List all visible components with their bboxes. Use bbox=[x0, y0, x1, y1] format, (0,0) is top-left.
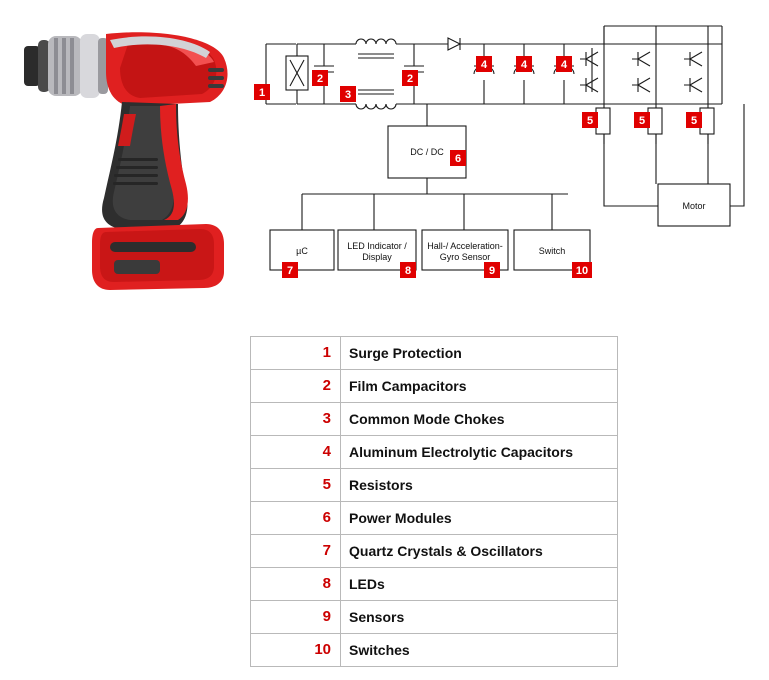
badge-4b-text: 4 bbox=[520, 59, 528, 71]
block-label-sensor-line2: Gyro Sensor bbox=[439, 252, 491, 262]
legend-label: Switches bbox=[341, 634, 618, 667]
legend-number: 2 bbox=[251, 370, 341, 403]
legend-number: 4 bbox=[251, 436, 341, 469]
drill-chuck bbox=[24, 34, 108, 98]
table-row bbox=[251, 469, 618, 502]
legend-label: Quartz Crystals & Oscillators bbox=[341, 535, 618, 568]
badge-7 bbox=[282, 262, 298, 278]
badge-8 bbox=[400, 262, 416, 278]
badge-5a bbox=[582, 112, 598, 128]
badge-5a-text: 5 bbox=[586, 115, 594, 127]
badge-9 bbox=[484, 262, 500, 278]
badge-4c-text: 4 bbox=[560, 59, 568, 71]
badge-2a bbox=[312, 70, 328, 86]
table-row bbox=[251, 436, 618, 469]
legend-number: 8 bbox=[251, 568, 341, 601]
table-row bbox=[251, 502, 618, 535]
badge-6-text: 6 bbox=[454, 153, 462, 165]
badge-3 bbox=[340, 86, 356, 102]
badge-2b bbox=[402, 70, 418, 86]
badge-1-text: 1 bbox=[258, 87, 266, 99]
block-label-switch: Switch bbox=[538, 246, 566, 256]
legend-table bbox=[250, 336, 618, 667]
legend-number: 1 bbox=[251, 337, 341, 370]
badge-2a-text: 2 bbox=[316, 73, 324, 85]
legend-label: Power Modules bbox=[341, 502, 618, 535]
legend-number: 5 bbox=[251, 469, 341, 502]
table-row bbox=[251, 601, 618, 634]
table-row bbox=[251, 634, 618, 667]
legend-label: Film Campacitors bbox=[341, 370, 618, 403]
badge-4c bbox=[556, 56, 572, 72]
badge-5b-text: 5 bbox=[638, 115, 646, 127]
badge-1 bbox=[254, 84, 270, 100]
badge-9-text: 9 bbox=[488, 265, 496, 277]
badge-2b-text: 2 bbox=[406, 73, 414, 85]
block-label-dcdc: DC / DC bbox=[410, 147, 444, 157]
legend-label: Surge Protection bbox=[341, 337, 618, 370]
badge-7-text: 7 bbox=[286, 265, 294, 277]
legend-number: 3 bbox=[251, 403, 341, 436]
table-row bbox=[251, 370, 618, 403]
badge-5c bbox=[686, 112, 702, 128]
badge-4a bbox=[476, 56, 492, 72]
table-row bbox=[251, 535, 618, 568]
badge-10-text: 10 bbox=[575, 265, 589, 277]
drill-body bbox=[106, 32, 228, 106]
badge-4a-text: 4 bbox=[480, 59, 488, 71]
legend-number: 6 bbox=[251, 502, 341, 535]
legend-label: LEDs bbox=[341, 568, 618, 601]
legend-number: 7 bbox=[251, 535, 341, 568]
table-row bbox=[251, 403, 618, 436]
badge-3-text: 3 bbox=[344, 89, 352, 101]
legend-number: 9 bbox=[251, 601, 341, 634]
table-row bbox=[251, 568, 618, 601]
block-label-sensor-line1: Hall-/ Acceleration- bbox=[427, 241, 503, 251]
block-label-led-line2: Display bbox=[362, 252, 392, 262]
table-row bbox=[251, 337, 618, 370]
block-label-motor: Motor bbox=[682, 201, 706, 211]
badge-8-text: 8 bbox=[404, 265, 412, 277]
legend-label: Aluminum Electrolytic Capacitors bbox=[341, 436, 618, 469]
legend-label: Common Mode Chokes bbox=[341, 403, 618, 436]
drill-handle bbox=[102, 102, 188, 230]
legend-number: 10 bbox=[251, 634, 341, 667]
block-label-mcu: µC bbox=[296, 246, 308, 256]
badge-6 bbox=[450, 150, 466, 166]
badge-10 bbox=[572, 262, 592, 278]
legend-label: Resistors bbox=[341, 469, 618, 502]
badge-5c-text: 5 bbox=[690, 115, 698, 127]
badge-5b bbox=[634, 112, 650, 128]
block-schematic bbox=[252, 8, 762, 298]
badge-4b bbox=[516, 56, 532, 72]
drill-illustration bbox=[10, 10, 260, 300]
legend-label: Sensors bbox=[341, 601, 618, 634]
drill-battery bbox=[92, 224, 224, 290]
block-label-led-line1: LED Indicator / bbox=[347, 241, 407, 251]
